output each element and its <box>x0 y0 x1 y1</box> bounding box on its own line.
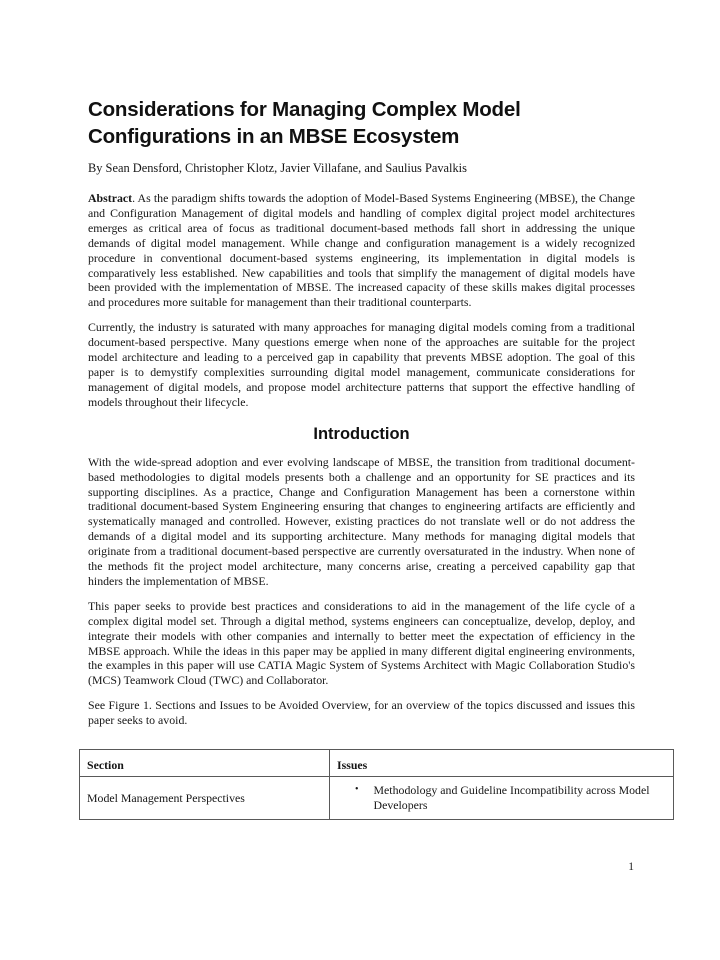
introduction-paragraph-1: With the wide-spread adoption and ever evolving landscape of MBSE, the transition from traditional document-based methodologies to digital models presents both a challenge and an opportunity for SE practices and its supporting disciplines. As a practice, Change and Configuration Management has been a cornerstone within traditional document-based System Engineering ensuring that changes to engineering artifacts are efficiently and systematically managed and controlled. However, existing practices do not translate well or do not address the demands of a digital model and its supporting architecture. Many methods for managing digital models that originate from a traditional document-based perspective are currently oversaturated in the industry. When none of the methods fit the project model architecture, many concerns arise, creating a perceived capability gap that hinders the implementation of MBSE. <box>88 454 635 588</box>
table-header-issues: Issues <box>330 750 674 777</box>
abstract-paragraph <box>88 191 635 310</box>
abstract-text: . As the paradigm shifts towards the adoption of Model-Based Systems Engineering (MBSE), the Change and Configuration Management of digital models and handling of complex digital project model architectures emerges as critical area of focus as traditional document-based methods fall short in addressing the unique demands of digital model management. While change and configuration management is a widely recognized procedure in conventional document-based systems engineering, its implementation in digital models is comparatively less established. New capabilities and tools that simplify the management of digital models have been provided with the implementation of MBSE. The increased capacity of these skills makes digital processes and procedures more suitable for management than their traditional counterparts. <box>88 191 635 310</box>
section-cell-text: Model Management Perspectives <box>87 790 245 805</box>
issue-list-item <box>330 779 673 817</box>
abstract-label: Abstract <box>88 191 133 205</box>
author-byline: By Sean Densford, Christopher Klotz, Javier Villafane, and Saulius Pavalkis <box>88 161 467 175</box>
table-row <box>80 777 674 820</box>
issue-text: Methodology and Guideline Incompatibility across Model Developers <box>373 783 650 813</box>
table-cell-issues <box>330 777 674 820</box>
table-header-row <box>80 750 674 777</box>
introduction-heading: Introduction <box>313 424 410 443</box>
introduction-paragraph-2: This paper seeks to provide best practices and considerations to aid in the management of the life cycle of a complex digital model set. Through a digital method, systems engineers can conceptualize, develop, deploy, and integrate their models with other companies and internally to better meet the expectation of efficiency in the MBSE approach. While the ideas in this paper may be applied in many different digital engineering environments, the examples in this paper will use CATIA Magic System of Systems Architect with Magic Collaboration Studio's (MCS) Teamwork Cloud (TWC) and Collaborator. <box>88 598 635 688</box>
bullet-icon: • <box>355 784 359 796</box>
sections-issues-table <box>79 749 674 820</box>
abstract-paragraph-2: Currently, the industry is saturated with many approaches for managing digital models coming from a traditional document-based perspective. Many questions emerge when none of the approaches are suitable for the project model architecture and leading to a perceived gap in capability that prevents MBSE adoption. The goal of this paper is to demystify complexities surrounding digital model management, communicate considerations for management of digital models, and propose model architecture patterns that support the effective handling of models throughout their lifecycle. <box>88 320 635 409</box>
figure-reference: See Figure 1. Sections and Issues to be Avoided Overview, for an overview of the topics discussed and issues this paper seeks to avoid. <box>88 698 635 728</box>
page-number: 1 <box>628 861 634 873</box>
paper-title: Considerations for Managing Complex Model Configurations in an MBSE Ecosystem <box>88 98 521 148</box>
page-content <box>87 97 650 820</box>
table-cell-section <box>80 777 330 820</box>
table-header-section: Section <box>80 750 330 777</box>
